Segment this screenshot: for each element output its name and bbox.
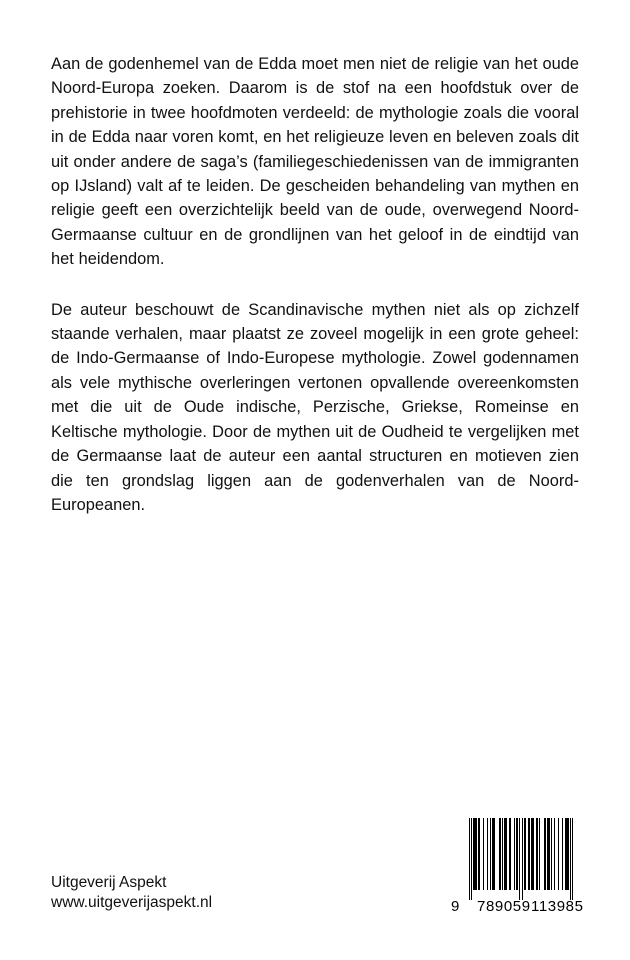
barcode-left-group: 789059 (477, 898, 531, 915)
barcode-bar (514, 818, 515, 890)
barcode-bar (539, 818, 540, 890)
barcode-bar (516, 818, 518, 890)
barcode-bar (572, 818, 573, 900)
barcode-bar (528, 818, 530, 890)
publisher-website: www.uitgeverijaspekt.nl (51, 894, 213, 911)
barcode-bar (519, 818, 520, 900)
barcode-bars (469, 818, 573, 890)
barcode-bar (478, 818, 480, 890)
barcode-bar (547, 818, 550, 890)
barcode-bar (471, 818, 472, 900)
barcode-bar (469, 818, 470, 900)
barcode-bar (509, 818, 510, 890)
barcode-bar (490, 818, 491, 890)
barcode-bar (570, 818, 571, 900)
barcode-bar (565, 818, 568, 890)
barcode-bar (554, 818, 555, 890)
blurb-paragraph-2: De auteur beschouwt de Scandinavische mythen niet als op zichzelf staande verhalen, maar plaatst ze zoveel mogelijk in een grote geheel: de Indo-Germaanse of Indo-Europese mythologie. Zowel godennamen als vele mythische overleringen vertonen opvallende overeenkomsten met die uit de Oude indische, Perzische, Griekse, Romeinse en Keltische mythologie. Door de mythen uit de Oudheid te vergelijken met de Germaanse laat de auteur een aantal structuren en motieven zien die ten grondslag liggen aan de godenverhalen van de Noord-Europeanen. (51, 300, 579, 514)
publisher-block (51, 873, 212, 913)
barcode-bar (504, 818, 507, 890)
barcode-bar (531, 818, 533, 890)
publisher-name: Uitgeverij Aspekt (51, 874, 167, 891)
blurb-paragraph-1: Aan de godenhemel van de Edda moet men niet de religie van het oude Noord-Europa zoeken. Daarom is de stof na een hoofdstuk over de prehistorie in twee hoofdmoten verdeeld: de mythologie zoals die vooral in de Edda naar voren komt, en het religieuze leven en beleven zoals dit uit onder andere de saga’s (familiegeschiedenissen van de immigranten op IJsland) valt af te leiden. De gescheiden behandeling van mythen en religie geeft een overzichtelijk beeld van de oude, overwegend Noord-Germaanse cultuur en de grondlijnen van het geloof in de eindtijd van het heidendom. (51, 55, 579, 269)
barcode-digits (449, 898, 584, 916)
barcode-bar (522, 818, 523, 900)
barcode-bar (487, 818, 488, 890)
barcode-bar (562, 818, 563, 890)
barcode-bar (544, 818, 545, 890)
blurb-text-block (51, 52, 579, 517)
barcode-right-group: 113985 (531, 898, 584, 915)
barcode-bar (551, 818, 552, 890)
barcode-bar (502, 818, 503, 890)
barcode-bar (524, 818, 526, 890)
barcode-bar (536, 818, 538, 890)
barcode-bar (473, 818, 476, 890)
barcode-bar (558, 818, 559, 890)
barcode-bar (499, 818, 501, 890)
barcode-bar (492, 818, 495, 890)
ean13-barcode (449, 818, 584, 916)
barcode-lead-digit: 9 (451, 898, 460, 915)
barcode-bar (483, 818, 484, 890)
